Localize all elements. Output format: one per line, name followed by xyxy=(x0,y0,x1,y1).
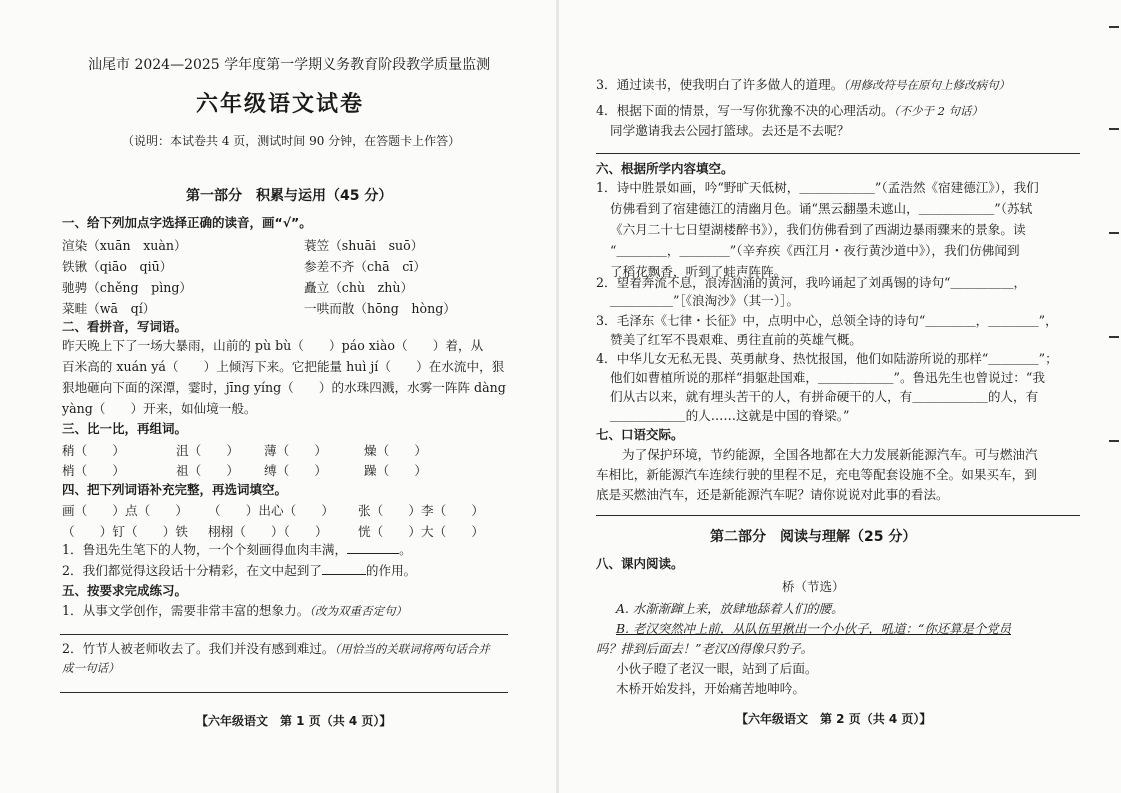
s1-item: 蓑笠（shuāi suō） xyxy=(304,238,424,253)
q3-note: （用修改符号在原句上修改病句） xyxy=(843,78,1011,92)
q4-note: （不少于 2 句话） xyxy=(893,104,984,118)
section8-title: 八、课内阅读。 xyxy=(596,556,684,571)
s5-q2-note: （用恰当的关联词将两句话合并 xyxy=(334,642,490,656)
q4-text: 4．根据下面的情景，写一写你犹豫不决的心理活动。 xyxy=(596,103,894,118)
s5-q2-note-cont: 成一句话） xyxy=(62,661,120,675)
section1-title: 一、给下列加点字选择正确的读音，画“√”。 xyxy=(62,215,312,230)
s4-question-2 xyxy=(62,562,416,580)
s4-q2-text: 2．我们都觉得这段话十分精彩，在文中起到了 xyxy=(62,563,322,578)
s1-item: 菜畦（wā qí） xyxy=(62,301,156,316)
s2-line: 狠地砸向下面的深潭，霎时，jīng yíng（ ）的水珠四溅，水雾一阵阵 dàng xyxy=(62,380,506,395)
part1-title: 第一部分 积累与运用（45 分） xyxy=(186,188,393,204)
s1-item: 渲染（xuān xuàn） xyxy=(62,238,187,253)
s6-line: 了稻花飘香，听到了蛙声阵阵。 xyxy=(610,264,787,279)
s7-line: 车相比，新能源汽车连续行驶的里程不足，充电等配套设施不全。如果买车，到 xyxy=(596,467,1037,482)
s1-item: 参差不齐（chā cī） xyxy=(304,259,426,274)
s4-item: 栩栩（ ）（ ） xyxy=(208,524,328,539)
s7-line: 底是买燃油汽车，还是新能源汽车呢？请你说说对此事的看法。 xyxy=(596,487,949,502)
s5-question-1 xyxy=(62,602,407,620)
page-gutter xyxy=(556,0,559,793)
s4-q1-end: 。 xyxy=(399,542,412,557)
page-footer: 【六年级语文 第 1 页（共 4 页）】 xyxy=(196,714,392,728)
s4-q2-end: 的作用。 xyxy=(365,563,417,578)
s5-q2-text: 2．竹节人被老师收去了。我们并没有感到难过。 xyxy=(62,641,335,656)
reading-line: A. 水渐渐蹿上来，放肆地舔着人们的腰。 xyxy=(616,601,844,616)
s6-line: 赞美了红军不畏艰难、勇往直前的英雄气概。 xyxy=(610,332,862,347)
page-footer: 【六年级语文 第 2 页（共 4 页）】 xyxy=(736,712,932,726)
answer-line xyxy=(596,153,1080,154)
s2-line: 昨天晚上下了一场大暴雨，山前的 pù bù（ ）páo xiào（ ）着，从 xyxy=(62,338,484,353)
s6-line: “＿＿＿＿，＿＿＿＿”（辛弃疾《西江月・夜行黄沙道中》），我们仿佛闻到 xyxy=(610,243,1020,258)
section5-title: 五、按要求完成练习。 xyxy=(62,583,188,598)
exam-header: 汕尾市 2024—2025 学年度第一学期义务教育阶段教学质量监测 xyxy=(88,57,491,73)
s5-q1-note: （改为双重否定句） xyxy=(309,604,408,618)
s3-item: 祖（ ） xyxy=(176,463,239,478)
answer-line xyxy=(60,634,508,635)
s3-item: 缚（ ） xyxy=(264,463,327,478)
s4-item: 画（ ）点（ ） xyxy=(62,503,188,518)
s3-item: 稍（ ） xyxy=(62,443,125,458)
s6-line: ＿＿＿＿＿＿的人……这就是中国的脊梁。” xyxy=(610,408,850,423)
section2-title: 二、看拼音，写词语。 xyxy=(62,319,188,334)
s6-line: 他们如曹植所说的那样“捐躯赴国难，＿＿＿＿＿＿”。鲁迅先生也曾说过：“我 xyxy=(610,370,1045,385)
s3-item: 梢（ ） xyxy=(62,463,125,478)
s4-item: （ ）钉（ ）铁 xyxy=(62,524,188,539)
section6-title: 六、根据所学内容填空。 xyxy=(596,161,734,176)
reading-line: 木桥开始发抖，开始痛苦地呻吟。 xyxy=(616,681,805,696)
s3-item: 躁（ ） xyxy=(364,463,427,478)
exam-title: 六年级语文试卷 xyxy=(196,92,365,117)
s4-q1-text: 1．鲁迅先生笔下的人物，一个个刻画得血肉丰满， xyxy=(62,542,348,557)
s5-q1-text: 1．从事文学创作，需要非常丰富的想象力。 xyxy=(62,603,310,618)
binding-mark xyxy=(1109,128,1119,130)
answer-line xyxy=(60,692,508,693)
s5-question-2 xyxy=(62,640,490,658)
binding-mark xyxy=(1109,26,1119,28)
section4-title: 四、把下列词语补充完整，再选词填空。 xyxy=(62,482,288,497)
reading-line: 吗？排到后面去！”老汉凶得像只豹子。 xyxy=(596,641,813,656)
s3-item: 沮（ ） xyxy=(176,443,239,458)
s2-line: 百米高的 xuán yá（ ）上倾泻下来。它把能量 huì jí（ ）在水流中，狠 xyxy=(62,359,505,374)
section7-title: 七、口语交际。 xyxy=(596,427,684,442)
s6-line: 2．望着奔流不息，浪涛汹涌的黄河，我吟诵起了刘禹锡的诗句“＿＿＿＿＿， xyxy=(596,275,1027,290)
reading-title: 桥（节选） xyxy=(782,579,845,594)
s6-line: 1．诗中胜景如画，吟“野旷天低树，＿＿＿＿＿＿”（孟浩然《宿建德江》），我们 xyxy=(596,180,1039,195)
section3-title: 三、比一比，再组词。 xyxy=(62,421,188,436)
s6-line: 4．中华儿女无私无畏、英勇献身、热忱报国，他们如陆游所说的那样“＿＿＿＿”； xyxy=(596,351,1058,366)
s2-line: yàng（ ）开来，如仙境一般。 xyxy=(62,401,257,416)
s6-line: 仿佛看到了宿建德江的清幽月色。诵“黑云翻墨未遮山，＿＿＿＿＿＿”（苏轼 xyxy=(610,201,1033,216)
binding-mark xyxy=(1109,232,1119,234)
exam-page-1 xyxy=(0,0,560,793)
s4-item: 恍（ ）大（ ） xyxy=(358,524,484,539)
s6-line: 3．毛泽东《七律・长征》中，点明中心，总领全诗的诗句“＿＿＿＿，＿＿＿＿”， xyxy=(596,313,1058,328)
exam-page-2 xyxy=(560,0,1121,793)
reading-line: B. 老汉突然冲上前，从队伍里揪出一个小伙子，吼道：“你还算是个党员 xyxy=(616,621,1012,636)
binding-mark xyxy=(1109,336,1119,338)
s1-item: 矗立（chù zhù） xyxy=(304,280,414,295)
s1-item: 铁锹（qiāo qiū） xyxy=(62,259,173,274)
s1-item: 一哄而散（hōng hòng） xyxy=(304,301,456,316)
s4-item: （ ）出心（ ） xyxy=(208,503,334,518)
answer-line xyxy=(596,515,1080,516)
binding-mark xyxy=(1109,440,1119,442)
s4-item: 张（ ）李（ ） xyxy=(358,503,484,518)
exam-note: （说明：本试卷共 4 页，测试时间 90 分钟，在答题卡上作答） xyxy=(122,134,461,148)
reading-line: 小伙子瞪了老汉一眼，站到了后面。 xyxy=(616,661,818,676)
s4-question-1 xyxy=(62,541,412,559)
s6-line: 们从古以来，就有埋头苦干的人，有拼命硬干的人，有＿＿＿＿＿＿的人，有 xyxy=(610,389,1039,404)
s7-line: 为了保护环境，节约能源，全国各地都在大力发展新能源汽车。可与燃油汽 xyxy=(622,447,1038,462)
s3-item: 薄（ ） xyxy=(264,443,327,458)
q3-text: 3．通过读书，使我明白了许多做人的道理。 xyxy=(596,77,844,92)
q4-scene: 同学邀请我去公园打篮球。去还是不去呢？ xyxy=(610,123,850,138)
q3 xyxy=(596,76,1010,94)
q4 xyxy=(596,102,983,120)
s1-item: 驰骋（chěng pìng） xyxy=(62,280,193,295)
s6-line: 《六月二十七日望湖楼醉书》），我们仿佛看到了西湖边暴雨骤来的景象。读 xyxy=(610,222,1026,237)
s3-item: 燥（ ） xyxy=(364,443,427,458)
s6-line: ＿＿＿＿＿”［《浪淘沙》（其一）］。 xyxy=(610,293,800,308)
part2-title: 第二部分 阅读与理解（25 分） xyxy=(710,529,917,545)
